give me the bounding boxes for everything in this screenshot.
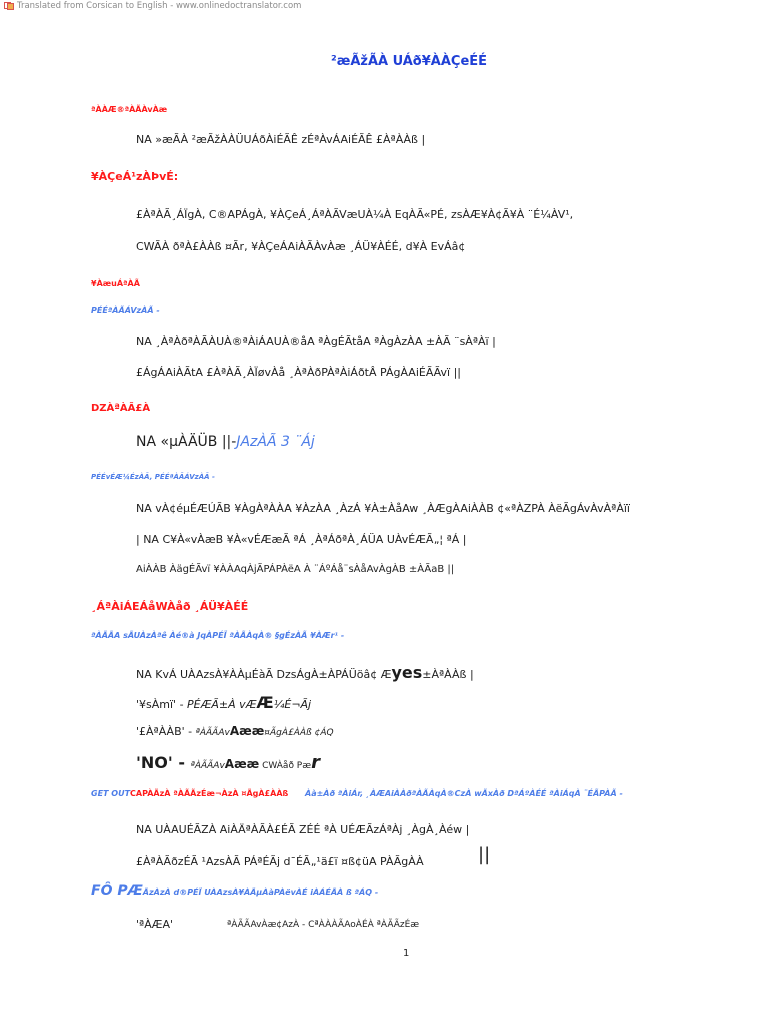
body-line — [136, 431, 315, 450]
body-line: ªÀÃÃAvÀæ¢AzÀ - CªÀÀÀÃAoÀÉÀ ªÀÃÃzÉæ — [227, 920, 420, 930]
section-heading-4: DZÀªÀÃ£À — [91, 403, 151, 414]
section-subheading: ªÀÃÃA sÃUÀzÀªê Àé®à JqÀPÉÏ ªÀÃÀqÀ® §gÉzÀÃ ¥ÀÆr¹ - — [91, 631, 345, 640]
heading-part: CAPÀÃzÀ ªÀÃÃzÉæ¬ÀzÀ ¤ÃgÀ£ÀÀß — [130, 789, 289, 798]
body-line: NA »æÃÀ ²æÃžÀÀÜUÁðÀiÉÃÊ zÉªÀvÁAiÉÃÊ £ÀªÀÀß | — [136, 133, 426, 146]
body-line: £ÀªÀÃ¸ÁÏgÀ, C®APÁgÀ, ¥ÀÇeÁ¸ÁªÀÃVæUÀ¼À EqÀÃ«PÉ, zsÀÆ¥À¢Ã¥À ¨É¼ÀV¹, — [136, 208, 574, 221]
translation-banner[interactable] — [4, 0, 301, 12]
section-heading-6: ¸ÁªÀiÁEÁåWÀåð ¸ÁÜ¥ÀÉÉ — [91, 600, 249, 613]
body-line — [136, 693, 311, 712]
translator-logo-icon — [4, 2, 14, 10]
page-title: ²æÃžÃÀ UÁð¥ÀÀÇeÉÉ — [331, 54, 488, 69]
body-line-part: £ÀªÀÃðzÉÃ ¹AzsÀÃ PÁªÉÃj d¯ÉÃ„¹ä£ï ¤ß¢üA PÀÃgÀÀ — [136, 855, 424, 868]
body-line-part: ¼É¬Ãj — [273, 698, 312, 711]
body-line-part: ªÀÃÃAv — [190, 761, 225, 771]
page-number: 1 — [403, 948, 410, 959]
section-subheading: PÉÉvÉÆ¼ÉzÀÃ, PÉÉªÀÃÁVzÀÃ - — [91, 473, 215, 481]
body-line-part: '¥sÀmï' - — [136, 698, 188, 711]
body-line-part: 'NO' - — [136, 753, 191, 772]
section-subheading: PÉÉªÀÃÁVzÀÃ - — [91, 306, 160, 315]
heading-part: FÔ — [91, 883, 113, 899]
section-heading-3: ¥ÀæuÁªÀÃ — [91, 279, 140, 288]
heading-part: ÃzÀzÀ d®PÉÏ UÀAzsÀ¥ÀÄµÀàPÀëvÀÉ iÀÁÉÃÀ ß ªÁQ - — [142, 888, 379, 897]
overlay-word: yes — [391, 663, 423, 682]
body-line-part: CWÀåð Pæ — [259, 761, 312, 771]
body-line: 'ªÀÆA' — [136, 918, 173, 931]
mantra-text: NA «µÀÄÜB ||- — [136, 434, 237, 450]
overlay-glyph: Aææ — [224, 757, 260, 771]
mantra-note: JAzÀÃ 3 ¨Áj — [236, 434, 315, 450]
body-line-part: ªÀÃÃAv — [195, 728, 230, 738]
body-line-part: NA KvÁ UÀAzsÀ¥ÀÀµÉàÃ DzsÁgÀ±ÀPÁÜöâ¢ Æ — [136, 668, 392, 681]
body-line: | NA C¥À«vÀæB ¥À«vÉÆæÃ ªÁ ¸ÀªÁðªÀ¸ÁÜA UÀvÉÆÃ„¦ ªÁ | — [136, 533, 467, 546]
body-line — [136, 752, 320, 773]
body-line — [136, 844, 496, 869]
banner-text: Translated from Corsican to English - www.onlinedoctranslator.com — [17, 1, 302, 11]
body-line — [136, 663, 474, 682]
overlay-glyph: Aææ — [229, 724, 265, 738]
body-line-part: ¤ÃgÀ£ÀÀß ¢ÁQ — [264, 728, 334, 738]
heading-part: PÆ — [112, 883, 143, 899]
overlay-glyph: Æ — [256, 693, 274, 712]
body-line-part: || — [478, 844, 491, 865]
section-heading-7 — [91, 789, 288, 798]
body-line: NA vÀ¢éµÉÆÚÃB ¥ÀgÀªÀÀA ¥ÀzÀA ¸ÀzÁ ¥À±ÀåAw ¸ÀÆgÀAiÀÀB ¢«ªÀZPÀ ÀëÃgÁvÀvÀªÀïï — [136, 502, 630, 515]
section-heading-8 — [91, 880, 378, 899]
heading-part: GET OUT — [91, 789, 131, 798]
section-heading-1: ªÀÀÆ®ªÀÃÀvÀæ — [91, 105, 168, 114]
body-line-part: PÉÆÃ±À vÆ — [187, 698, 257, 711]
body-line: NA ¸ÀªÀðªÀÃÀUÀ®ªÀiÁAUÀ®åA ªÀgÉÃtåA ªÀgÀzÀA ±ÀÃ ¨sÀªÀï | — [136, 335, 496, 348]
body-line-part: '£ÀªÀÀB' - — [136, 725, 196, 738]
body-line — [136, 724, 334, 738]
section-subheading: Àà±Àð ªÀiÁr, ¸ÀÆAiÀÀðªÀÃÀqÀ®CzÀ wÃxÀð DªÁºÀÉÉ ªÀiÁqÀ ¨ÉÃPÀÃ - — [305, 789, 623, 798]
overlay-glyph: r — [311, 752, 320, 773]
body-line: CWÃÀ ðªÀ£ÀÀß ¤Ãr, ¥ÀÇeÁAiÀÃÀvÀæ ¸ÁÜ¥ÀÉÉ, d¥À EvÁâ¢ — [136, 240, 466, 253]
body-line-part: ±ÀªÀÀß | — [422, 668, 474, 681]
section-heading-2: ¥ÀÇeÁ¹zÀÞvÉ: — [91, 170, 179, 183]
body-line: NA UÀAUÉÃZÀ AiÀÄªÀÃÀ£ÉÃ ZÉÉ ªÀ UÉÆÃzÁªÀj ¸ÀgÀ¸Àéw | — [136, 823, 470, 836]
body-line: AiÀÀB ÀägÉÃvï ¥ÀÀAqÀjÃPÁPÀëA À ¨ÁºÁå¨sÀåAvÀgÀB ±ÀÃaB || — [136, 564, 455, 575]
body-line: £ÁgÁAiÀÃtA £ÀªÀÃ¸ÀÏøvÀå ¸ÀªÀðPÀªÀiÁðtÂ PÁgÀAiÉÃÃvï || — [136, 366, 462, 379]
